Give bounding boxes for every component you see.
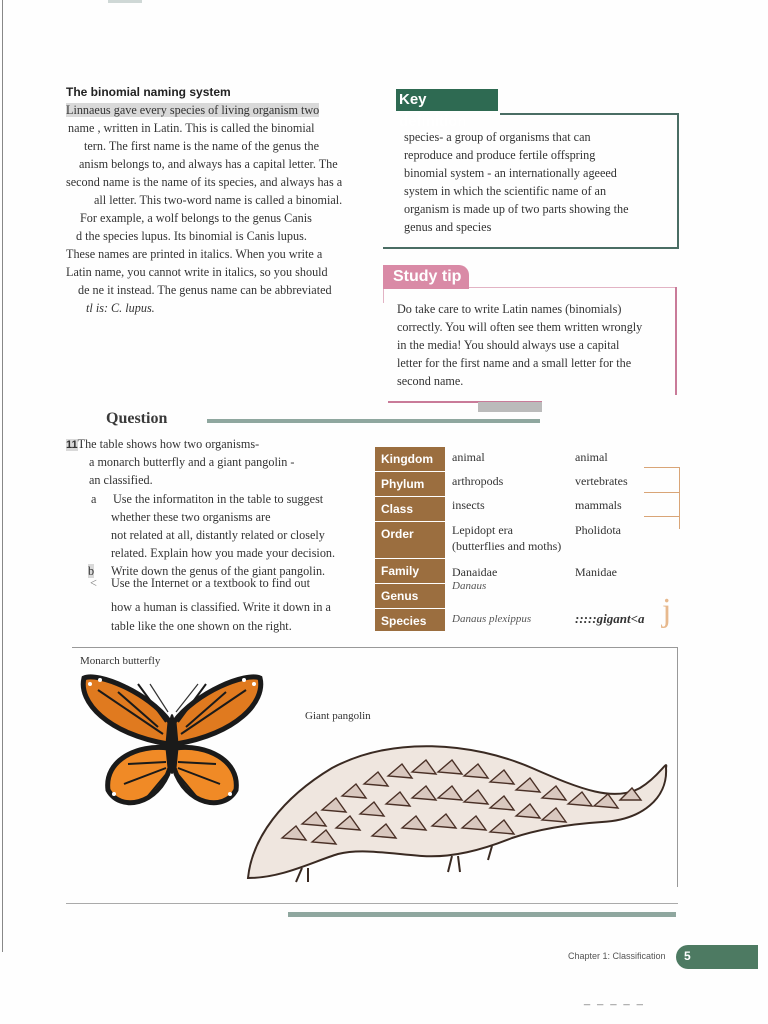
giant-pangolin-illustration [242, 728, 674, 890]
question-rule [207, 419, 540, 423]
bottom-rule [66, 903, 678, 904]
key-def-line-1: species- a group of organisms that can [404, 130, 591, 144]
row-label-species: Species [375, 609, 445, 631]
study-tip-tab: Study tip [383, 265, 469, 289]
trailing-mark: j [662, 592, 672, 629]
cell-order-butterfly-note: (butterflies and moths) [452, 539, 562, 553]
row-label-family: Family [375, 559, 445, 583]
key-def-line-5: organism is made up of two parts showing the [404, 202, 629, 216]
binomial-line-3: tern. The first name is the name of the genus the [84, 139, 319, 153]
part-b-line: Write down the genus of the giant pangolin. [111, 564, 326, 578]
cell-class-pangolin: mammals [575, 498, 622, 512]
cell-kingdom-butterfly: animal [452, 450, 485, 464]
study-tip-line-1: Do take care to write Latin names (binomials) [397, 302, 622, 316]
binomial-line-4: anism belongs to, and always has a capital letter. The [79, 157, 338, 171]
key-def-line-3: binomial system - an internationally ageeed [404, 166, 617, 180]
table-fragment-vertical [679, 467, 680, 529]
study-tip-left-rule [383, 289, 384, 303]
pangolin-label: Giant pangolin [305, 710, 371, 722]
image-frame-top [72, 647, 678, 648]
image-frame-right [677, 647, 678, 887]
binomial-heading: The binomial naming system [66, 85, 231, 99]
part-a-line-2: whether these two organisms are [111, 510, 271, 524]
question-intro-1: 11The table shows how two organisms- [66, 437, 260, 451]
study-tip-line-5: second name. [397, 374, 464, 388]
key-definition-tab: Key definition [396, 89, 498, 111]
binomial-line-6: all letter. This two-word name is called a binomial. [94, 193, 343, 207]
butterfly-label: Monarch butterfly [80, 655, 161, 667]
study-tip-line-2: correctly. You will often see them written wrongly [397, 320, 643, 334]
study-tip-gray-bar [478, 402, 542, 412]
part-c-line-1: Use the Internet or a textbook to find out [111, 576, 311, 590]
cell-family-pangolin: Manidae [575, 565, 617, 579]
binomial-line-11: de ne it instead. The genus name can be abbreviated [78, 283, 332, 297]
study-tip-right-rule [675, 287, 677, 395]
cell-phylum-pangolin: vertebrates [575, 474, 628, 488]
cell-species-pangolin: :::::gigant<a [575, 611, 645, 626]
question-number: 11 [66, 439, 78, 451]
chapter-footer: Chapter 1: Classification [568, 951, 666, 961]
part-a-line-3: not related at all, distantly related or closely [111, 528, 325, 542]
question-heading: Question [106, 410, 168, 427]
cell-kingdom-pangolin: animal [575, 450, 608, 464]
binomial-line-8: d the species lupus. Its binomial is Canis lupus. [76, 229, 307, 243]
table-fragment-rule [644, 516, 680, 517]
binomial-line-2: name , written in Latin. This is called the binomial [68, 121, 315, 135]
key-def-line-6: genus and species [404, 220, 492, 234]
part-a-line-1: Use the informatiton in the table to suggest [113, 492, 324, 506]
top-mark [108, 0, 142, 3]
binomial-line-5: second name is the name of its species, and always has a [66, 175, 343, 189]
binomial-line-7: For example, a wolf belongs to the genus Canis [80, 211, 312, 225]
cell-genus-butterfly: Danaus [452, 580, 487, 592]
binomial-line-10: Latin name, you cannot write in italics, so you should [66, 265, 328, 279]
row-label-genus: Genus [375, 584, 445, 608]
binomial-line-9: These names are printed in italics. When you write a [66, 247, 323, 261]
cell-phylum-butterfly: arthropods [452, 474, 504, 488]
part-b-label: b [88, 564, 95, 578]
table-fragment-rule [644, 492, 680, 493]
cell-family-butterfly: Danaidae [452, 565, 498, 579]
part-c-line-2: how a human is classified. Write it down in a [111, 600, 331, 614]
row-label-class: Class [375, 497, 445, 521]
cell-species-butterfly: Danaus plexippus [452, 613, 532, 625]
part-a-line-4: related. Explain how you made your decision. [111, 546, 336, 560]
row-label-kingdom: Kingdom [375, 447, 445, 471]
cell-class-butterfly: insects [452, 498, 485, 512]
page-number: 5 [684, 949, 691, 963]
binomial-line-1: Linnaeus gave every species of living organism two [66, 103, 320, 117]
question-intro-2: a monarch butterfly and a giant pangolin - [89, 455, 295, 469]
table-fragment-rule [644, 467, 680, 468]
part-c-label: < [90, 576, 97, 590]
bottom-accent-bar [288, 912, 676, 917]
cell-order-butterfly: Lepidopt era [452, 523, 513, 537]
monarch-butterfly-illustration [78, 672, 266, 820]
footer-dashes: _ _ _ _ _ [584, 994, 645, 1006]
study-tip-line-4: letter for the first name and a small letter for the [397, 356, 632, 370]
row-label-order: Order [375, 522, 445, 558]
study-tip-top-rule [469, 287, 677, 288]
binomial-line-12: tl is: C. lupus. [86, 301, 155, 315]
part-c-line-3: table like the one shown on the right. [111, 619, 292, 633]
cell-order-pangolin: Pholidota [575, 523, 622, 537]
row-label-phylum: Phylum [375, 472, 445, 496]
page-edge-rule [2, 0, 3, 952]
question-intro-3: an classified. [89, 473, 153, 487]
key-def-line-4: system in which the scientific name of an [404, 184, 607, 198]
study-tip-line-3: in the media! You should always use a capital [397, 338, 620, 352]
part-a-label: a [91, 492, 97, 506]
key-def-line-2: reproduce and produce fertile offspring [404, 148, 596, 162]
